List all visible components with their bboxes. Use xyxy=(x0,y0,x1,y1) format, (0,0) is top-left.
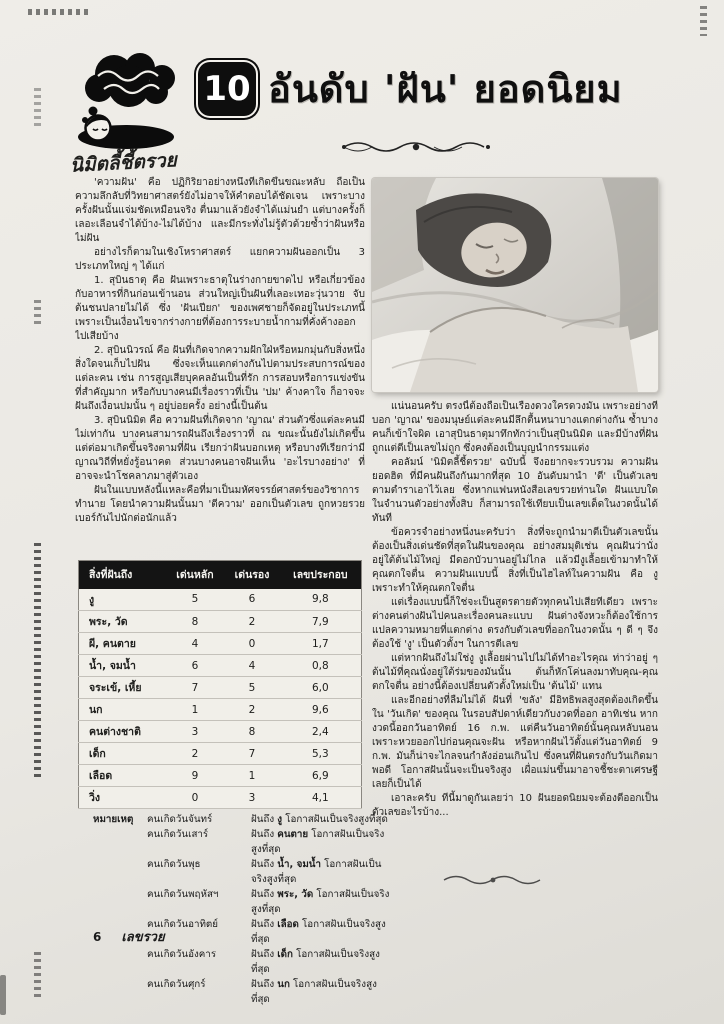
footnote-row xyxy=(93,857,393,887)
cell-secondary: 8 xyxy=(224,721,279,743)
cell-secondary: 2 xyxy=(224,611,279,633)
cell-main: 7 xyxy=(166,677,225,699)
cell-dream-subject: เด็ก xyxy=(79,743,166,765)
header-dream-subject: สิ่งที่ฝันถึง xyxy=(79,561,166,589)
ornament-divider xyxy=(338,138,494,156)
footnote-text: ฝันถึง งู โอกาสฝันเป็นจริงสูงที่สุด xyxy=(251,814,388,825)
table-row xyxy=(79,765,362,787)
footnote-day: คนเกิดวันอังคาร xyxy=(147,949,217,960)
footnote-text: ฝันถึง พระ, วัด โอกาสฝันเป็นจริงสูงที่สุด xyxy=(251,889,390,915)
header-main-digit: เด่นหลัก xyxy=(166,561,225,589)
article-paragraph: เอาละครับ ทีนี้มาดูกันเลยว่า 10 ฝันยอดนิยมจะต้องตีออกเป็นตัวเลขอะไรบ้าง... xyxy=(372,793,658,818)
footnote-row xyxy=(93,827,393,857)
cell-main: 4 xyxy=(166,633,225,655)
cell-main: 2 xyxy=(166,743,225,765)
scan-mark-left-2 xyxy=(34,300,41,328)
dream-cloud-illustration xyxy=(66,48,194,150)
article-paragraph: แต่เรื่องแบบนี้ก็ใช่จะเป็นสูตรตายตัวทุกคนไปเสียทีเดียว เพราะต่างคนต่างฝันไปคนละเรื่องคนละแบบ ฝันต่างจังหวะก็ต้องใช้การแปลความหมายที่แตกต่าง ตรงกับตัวเลขที่ออกในงวดนั้น ๆ ดี ๆ จึงต้องใช้ 'งู' เป็นตัวตั้งฯ ในการตีเลข xyxy=(372,597,658,650)
title-rank-badge: 10 xyxy=(198,62,256,116)
footnote-text: ฝันถึง น้ำ, จมน้ำ โอกาสฝันเป็นจริงสูงที่สุด xyxy=(251,859,382,885)
table-footnotes xyxy=(93,812,393,1007)
cell-composite: 9,8 xyxy=(280,589,362,611)
page-footer xyxy=(93,926,165,947)
article-paragraph: ฝันในแบบหลังนี้แหละคือที่มาเป็นมหัศจรรย์ศาสตร์ของวิชาการทำนาย โดยนำความฝันนั้นมา 'ตีความ' ออกเป็นตัวเลข ถูกหวยรวยเบอร์กันไปนักต่อนักแล้ว xyxy=(75,485,365,524)
end-ornament xyxy=(438,872,548,888)
footnote-day: คนเกิดวันจันทร์ xyxy=(147,814,213,825)
cell-main: 5 xyxy=(166,589,225,611)
scan-mark-left-3 xyxy=(34,543,41,781)
cell-secondary: 7 xyxy=(224,743,279,765)
header-secondary-digit: เด่นรอง xyxy=(224,561,279,589)
scan-blotch-bottom-left xyxy=(0,975,6,1015)
table-row xyxy=(79,633,362,655)
article-paragraph: แต่หากฝันถึงไม่ใช่งู งูเลื้อยผ่านไปไม่ได้ทำอะไรคุณ ท่าว่าอยู่ ๆ ต้นไม้ที่คุณนั่งอยู่ใต้ร่มของมันนั้น ต้นก็หักโค่นลงมาทับคุณ-คุณตกใจตื่น อย่างนี้ต้องเปลี่ยนตัวตั้งใหม่เป็น 'ต้นไม้' แทน xyxy=(372,653,658,692)
column-name-script: นิมิตลี้ชี้ตรวย xyxy=(69,149,178,177)
cell-dream-subject: จระเข้, เหี้ย xyxy=(79,677,166,699)
footnote-text: ฝันถึง คนตาย โอกาสฝันเป็นจริงสูงที่สุด xyxy=(251,829,385,855)
cell-dream-subject: วิ่ง xyxy=(79,787,166,809)
table-row xyxy=(79,699,362,721)
cell-composite: 7,9 xyxy=(280,611,362,633)
footnote-day: คนเกิดวันพุธ xyxy=(147,859,201,870)
footnote-label: หมายเหตุ xyxy=(93,814,134,825)
cell-main: 9 xyxy=(166,765,225,787)
cell-secondary: 3 xyxy=(224,787,279,809)
footnote-day: คนเกิดวันพฤหัสฯ xyxy=(147,889,219,900)
cell-main: 3 xyxy=(166,721,225,743)
cell-secondary: 6 xyxy=(224,589,279,611)
cell-secondary: 2 xyxy=(224,699,279,721)
cell-secondary: 4 xyxy=(224,655,279,677)
scan-mark-top-right xyxy=(700,6,707,36)
cell-dream-subject: คนต่างชาติ xyxy=(79,721,166,743)
scan-mark-left-1 xyxy=(34,88,41,130)
table-row xyxy=(79,655,362,677)
article-left-column xyxy=(75,176,365,556)
table-header-row xyxy=(79,561,362,589)
cell-composite: 1,7 xyxy=(280,633,362,655)
dream-numbers-table xyxy=(78,560,362,809)
cell-main: 0 xyxy=(166,787,225,809)
page-title xyxy=(198,58,623,119)
cell-secondary: 1 xyxy=(224,765,279,787)
footnote-day: คนเกิดวันศุกร์ xyxy=(147,979,206,990)
scan-mark-left-4 xyxy=(34,952,41,1000)
cell-dream-subject: น้ำ, จมน้ำ xyxy=(79,655,166,677)
cell-dream-subject: พระ, วัด xyxy=(79,611,166,633)
cell-main: 1 xyxy=(166,699,225,721)
table-row xyxy=(79,787,362,809)
article-paragraph: แน่นอนครับ ตรงนี้ต้องถือเป็นเรื่องดวงใครดวงมัน เพราะอย่างที่บอก 'ญาณ' ของมนุษย์แต่ละคนมีลึกตื้นหนาบางแตกต่างกัน ซ้ำบางคนก็เข้าใจผิด เอาสุบินธาตุมาทึกทักว่าเป็นสุบินนิมิต และมีบ้างที่ฝันถูกแต่ตีเป็นเลขไม่ถูก ซึ่งคงต้องเป็นบุญนำกรรมแต่ง xyxy=(372,401,658,454)
table-row xyxy=(79,743,362,765)
footnote-row xyxy=(93,947,393,977)
header-composite-number: เลขประกอบ xyxy=(280,561,362,589)
article-paragraph: 3. สุบินนิมิต คือ ความฝันที่เกิดจาก 'ญาณ' ส่วนตัวซึ่งแต่ละคนมีไม่เท่ากัน บางคนสามารถฝันถึงเรื่องราวที่ ณ ขณะนั้นยังไม่เกิดขึ้น แต่ต่อมาเกิดขึ้นจริงตามที่ฝัน เรียกว่าฝันบอกเหตุ หรือบางทีเรียกว่ามีญาณวิถีที่หยั่งรู้อนาคต ส่วนบางคนอาจฝันเห็น 'อะไรบางอย่าง' ที่อาจจะนำโชคลาภมาสู่ตัวเอง xyxy=(75,415,365,482)
sleeping-woman-photo xyxy=(372,178,658,392)
publication-title: เลขรวย xyxy=(121,930,165,945)
footnote-text: ฝันถึง เลือด โอกาสฝันเป็นจริงสูงที่สุด xyxy=(251,919,386,945)
cell-composite: 9,6 xyxy=(280,699,362,721)
footnote-row xyxy=(93,812,393,827)
footnote-row xyxy=(93,977,393,1007)
table-row xyxy=(79,611,362,633)
cell-secondary: 0 xyxy=(224,633,279,655)
cell-dream-subject: นก xyxy=(79,699,166,721)
cell-composite: 6,9 xyxy=(280,765,362,787)
table-row xyxy=(79,677,362,699)
cell-secondary: 5 xyxy=(224,677,279,699)
cell-dream-subject: งู xyxy=(79,589,166,611)
article-paragraph: ข้อควรจำอย่างหนึ่งนะครับว่า สิ่งที่จะถูกนำมาตีเป็นตัวเลขนั้นต้องเป็นสิ่งเด่นชัดที่สุดในฝันของคุณ อย่างสมมุติเช่น คุณฝันว่านั่งอยู่ใต้ต้นไม้ใหญ่ มีดอกบัวบานอยู่ไม่ไกล แล้วมีงูเลื้อยเข้ามาทำให้คุณตกใจตื่น ความฝันแบบนี้ สิ่งที่เป็นไฮไลท์ในความฝัน คือ งู เพราะทำให้คุณตกใจตื่น xyxy=(372,527,658,594)
page-number: 6 xyxy=(93,930,102,944)
article-paragraph: คอลัมน์ 'นิมิตลี้ชี้ตรวย' ฉบับนี้ จึงอยากจะรวบรวม ความฝันยอดฮิต ที่มีคนฝันถึงกันมากที่สุด 10 อันดับมานำ 'ตี' เป็นตัวเลขตามตำราเอาไว้เลย ซึ่งหากแฟนหนังสือเลขรวยท่านใด ฝันแบบใดในจำนวนตัวอย่างทั้งสิบ ก็สามารถใช้เทียบเป็นเลขเด็ดในงวดนั้นได้ทันที xyxy=(372,457,658,524)
table-row xyxy=(79,589,362,611)
cell-main: 6 xyxy=(166,655,225,677)
footnote-text: ฝันถึง นก โอกาสฝันเป็นจริงสูงที่สุด xyxy=(251,979,377,1005)
article-right-column xyxy=(372,400,658,922)
footnote-day: คนเกิดวันอาทิตย์ xyxy=(147,919,219,930)
cell-main: 8 xyxy=(166,611,225,633)
cell-composite: 0,8 xyxy=(280,655,362,677)
cell-composite: 2,4 xyxy=(280,721,362,743)
article-paragraph: 1. สุบินธาตุ คือ ฝันเพราะธาตุในร่างกายขาดไป หรือเกี่ยวข้องกับอาหารที่กินก่อนเข้านอน ส่วนใหญ่เป็นฝันที่เลอะเทอะวุ่นวาย จับต้นชนปลายไม่ได้ ซึ่ง 'ฝันเปียก' ของเพศชายก็จัดอยู่ในประเภทนี้ เพราะเป็นเงื่อนไขจากร่างกายที่ต้องการระบายน้ำกามที่คั่งค้างออกไปเสียบ้าง xyxy=(75,275,365,342)
title-text: อันดับ 'ฝัน' ยอดนิยม xyxy=(268,67,623,111)
scan-mark-top-left xyxy=(28,9,90,15)
cell-composite: 4,1 xyxy=(280,787,362,809)
sleeping-dreamer-icon xyxy=(66,48,194,150)
footnote-text: ฝันถึง เด็ก โอกาสฝันเป็นจริงสูงที่สุด xyxy=(251,949,380,975)
cell-dream-subject: ผี, คนตาย xyxy=(79,633,166,655)
cell-composite: 6,0 xyxy=(280,677,362,699)
article-paragraph: 2. สุบินนิวรณ์ คือ ฝันที่เกิดจากความฝักใฝ่หรือหมกมุ่นกับสิ่งหนึ่งสิ่งใดจนเก็บไปฝัน ซึ่งจะเห็นแตกต่างกันไปตามประสบการณ์ของแต่ละคน เช่น การสูญเสียบุคคลอันเป็นที่รัก การสอบหรือการแข่งขันที่สำคัญมาก หรือกับบางคนมีเรื่องราวที่เป็น 'ปม' ค้างคาใจ ก็อาจจะฝันถึงเงื่อนปมนั้น ๆ อยู่บ่อยครั้ง อย่างนี้เป็นต้น xyxy=(75,345,365,412)
cell-composite: 5,3 xyxy=(280,743,362,765)
cell-dream-subject: เลือด xyxy=(79,765,166,787)
table-row xyxy=(79,721,362,743)
article-paragraph: 'ความฝัน' คือ ปฏิกิริยาอย่างหนึ่งที่เกิดขึ้นขณะหลับ ถือเป็นความลึกลับที่วิทยาศาสตร์ยังไม่อาจให้คำตอบได้ชัดเจน เพราะบางครั้งฝันนั้นแจ่มชัดเหมือนจริง ตื่นมาแล้วยังจำได้แม่นยำ แต่บางครั้งก็เลอะเลือนจำได้บ้าง-ไม่ได้บ้าง และมีกระทั่งไม่รู้ตัวด้วยซ้ำว่าฝันหรือไม่ฝัน xyxy=(75,177,365,244)
footnote-row xyxy=(93,887,393,917)
article-paragraph: อย่างไรก็ตามในเชิงโหราศาสตร์ แยกความฝันออกเป็น 3 ประเภทใหญ่ ๆ ได้แก่ xyxy=(75,247,365,272)
footnote-day: คนเกิดวันเสาร์ xyxy=(147,829,209,840)
article-paragraph: และอีกอย่างที่ลืมไม่ได้ ฝันที่ 'ขลัง' มีอิทธิพลสูงสุดต้องเกิดขึ้นใน 'วันเกิด' ของคุณ ในรอบสัปดาห์เดียวกับงวดที่ออก อาทิเช่น หากงวดนี้ออกวันอาทิตย์ 16 ก.พ. แต่คืนวันอาทิตย์นั้นคุณหลับนอน เพราะหวยออกไปก่อนคุณจะฝัน หรือหากฝันไว้ตั้งแต่วันอาทิตย์ 9 ก.พ. มันก็น่าจะไกลจนกำลังอ่อนเกินไป ซึ่งคนที่ฝันตรงกับวันเกิดมาพอดี โอกาสฝันนั้นจะเป็นจริงสูง เผื่อแม่นขึ้นมาอาจชี้ชะตาเศรษฐีเลยก็เป็นได้ xyxy=(372,695,658,790)
